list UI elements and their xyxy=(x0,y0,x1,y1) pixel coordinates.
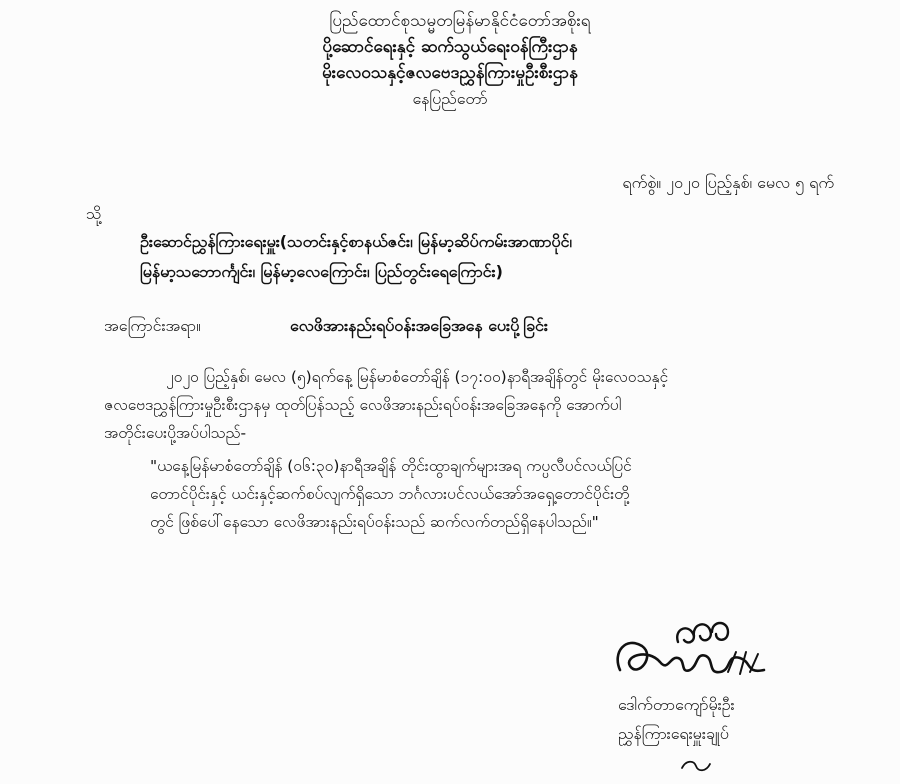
body-line-2: ဇလဗေဒညွှန်ကြားမှုဦးစီးဌာနမှ ထုတ်ပြန်သည့် လေဖိအားနည်းရပ်ဝန်းအခြေအနေကို အောက်ပါ xyxy=(104,396,622,414)
to-label: သို့ xyxy=(86,204,102,223)
recipient-line-1: ဦးဆောင်ညွှန်ကြားရေးမှူး(သတင်းနှင့်စာနယ်ဇင်း၊ မြန်မာ့ဆိပ်ကမ်းအာဏာပိုင်၊ xyxy=(140,232,572,251)
recipient-block xyxy=(140,227,860,287)
body-line-3: အတိုင်းပေးပို့အပ်ပါသည်- xyxy=(104,424,247,442)
recipient-line-2: မြန်မာ့သဘောင်္ကျင်း၊ မြန်မာ့လေကြောင်း၊ ပြည်တွင်းရေကြောင်း) xyxy=(140,262,503,281)
subject-label: အကြောင်းအရာ။ xyxy=(104,316,201,335)
letterhead-ministry: ပို့ဆောင်ရေးနှင့် ဆက်သွယ်ရေးဝန်ကြီးဌာန xyxy=(322,37,578,57)
quote-line-3: တွင် ဖြစ်ပေါ်နေသော လေဖိအားနည်းရပ်ဝန်းသည် ဆက်လက်တည်ရှိနေပါသည်။" xyxy=(150,513,599,531)
body-paragraph xyxy=(104,363,839,447)
initial-mark xyxy=(676,756,726,776)
body-line-1: ၂၀၂၀ ပြည့်နှစ်၊ မေလ (၅)ရက်နေ့ မြန်မာစံတော်ချိန် (၁၇:၀၀)နာရီအချိန်တွင် မိုးလေဝသနှင့် xyxy=(166,368,669,386)
handwritten-signature xyxy=(608,612,778,690)
subject-text: လေဖိအားနည်းရပ်ဝန်းအခြေအနေ ပေးပို့ခြင်း xyxy=(290,316,548,335)
quote-line-1: "ယနေ့မြန်မာစံတော်ချိန် (၀၆:၃၀)နာရီအချိန် တိုင်းထွာချက်များအရ ကပ္ပလီပင်လယ်ပြင် xyxy=(150,457,632,475)
letterhead-location: နေပြည်တော် xyxy=(412,89,488,108)
quote-line-2: တောင်ပိုင်းနှင့် ယင်းနှင့်ဆက်စပ်လျက်ရှိသော ဘင်္ဂလားပင်လယ်အော်အရှေ့တောင်ပိုင်းတို့ xyxy=(150,485,630,503)
signer-name: ဒေါက်တာကျော်မိုးဦး xyxy=(618,695,735,714)
letterhead-government: ပြည်ထောင်စုသမ္မတမြန်မာနိုင်ငံတော်အစိုးရ xyxy=(329,11,591,31)
letterhead-department: မိုးလေဝသနှင့်ဇလဗေဒညွှန်ကြားမှုဦးစီးဌာန xyxy=(322,63,578,83)
signer-block xyxy=(618,690,735,748)
letterhead xyxy=(0,8,900,112)
letter-date: ရက်စွဲ။ ၂၀၂၀ ပြည့်နှစ်၊ မေလ ၅ ရက် xyxy=(622,173,834,192)
quoted-bulletin xyxy=(150,452,850,536)
signer-title: ညွှန်ကြားရေးမှူးချုပ် xyxy=(618,724,729,743)
